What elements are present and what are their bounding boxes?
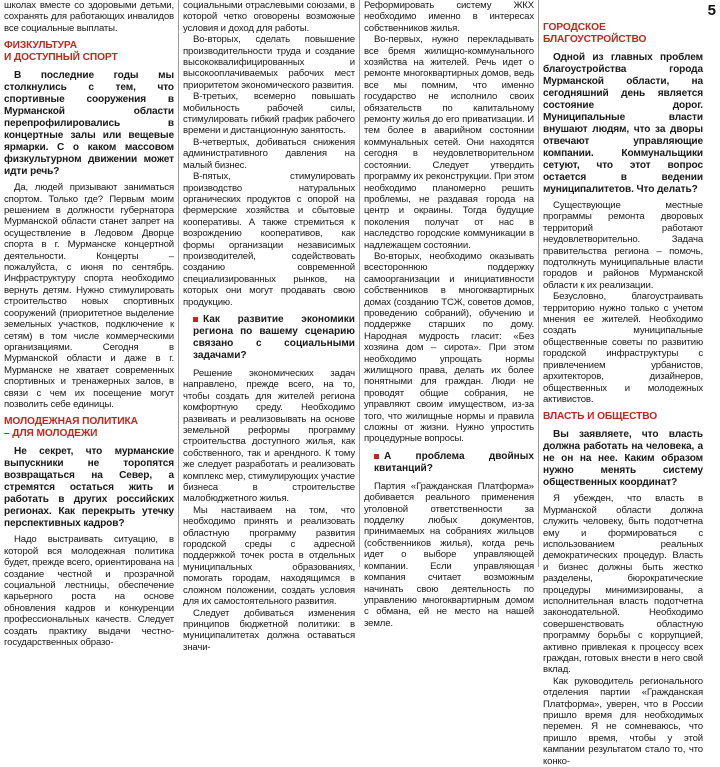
article-paragraph: Я убежден, что власть в Мурманской области должна служить человеку, быть подотчетна ему и формироваться с использованием реальных демократических процедур. Власть и бизнес должны быть жестко разделены, бюрократические процедуры минимизированы, а исполнительная власть подотчетна законодательной. Необходимо совершенствовать областную программу борьбы с коррупцией, активно привлекая к процессу всех граждан, готовых внести в него свой вклад. — [543, 493, 703, 676]
article-paragraph: Существующие местные программы ремонта дворовых территорий работают неудовлетворительно. Задача правительства региона – помочь, подтолкнуть муниципальные власти городов и районов Мурманской области к их реализации. — [543, 200, 703, 291]
article-paragraph: Реформировать систему ЖКХ необходимо именно в интересах собственников жилья. — [364, 0, 534, 34]
article-paragraph: Решение экономических задач направлено, прежде всего, на то, чтобы создать для жителей региона комфортную среду. Необходимо развивать и реализовывать на основе земельной реформы программу строительства доступного жилья, как собственного, так и арендного. К тому же следует разработать и реализовать комплекс мер, стимулирующих участие бизнеса в строительстве малобюджетного жилья. — [183, 367, 355, 505]
article-paragraph: социальными отраслевыми союзами, в которой четко оговорены возможные условия и доход для работы. — [183, 0, 355, 34]
section-heading — [4, 416, 174, 440]
column-2 — [183, 0, 355, 653]
column-1 — [4, 0, 174, 648]
section-heading-line: ФИЗКУЛЬТУРА — [4, 40, 77, 52]
article-paragraph: Как руководитель регионального отделения партии «Гражданская Платформа», уверен, что в России пришло время для необходимых перемен. Я не сомневаюсь, что пришло время, чтобы у этой кампании результатом стало то, что конко- — [543, 675, 703, 767]
interview-question: Одной из главных проблем благоустройства города Мурманской области, на сегодняшний день является состояние дорог. Муниципальные власти внушают людям, что за дворы отвечают управляющие компании. Коммунальщики сетуют, что этот вопрос остается в ведении муниципалитетов. Что делать? — [543, 52, 703, 195]
column-divider — [538, 0, 539, 567]
section-heading — [543, 411, 703, 423]
article-paragraph: Во-первых, нужно перекладывать все бремя жилищно-коммунального хозяйства на жителей. Речь идет о ремонте многоквартирных домов, ведь все мы помним, что именно государство не исполнило своих обязательств по капитальному ремонту жилья до его приватизации. И тем более в аварийном состоянии коммунальных сетей. Они находятся сегодня в неудовлетворительном состоянии. Следует утвердить программу их реконструкции. При этом необходимо планомерно решить проблемы, не раздавая города на центр и окраины. Тогда будущие поколения получат от нас в наследство городские коммуникации в надлежащем состоянии. — [364, 34, 534, 251]
section-heading-line: МОЛОДЕЖНАЯ ПОЛИТИКА — [4, 416, 138, 428]
section-heading — [4, 40, 174, 64]
section-heading-line: – ДЛЯ МОЛОДЕЖИ — [4, 428, 98, 440]
article-paragraph: Следует добиваться изменения принципов бюджетной политики: в муниципалитетах должна оставаться значи- — [183, 607, 355, 653]
article-paragraph: В-четвертых, добиваться снижения административного давления на малый бизнес. — [183, 136, 355, 171]
interview-question: В последние годы мы столкнулись с тем, что спортивные сооружения в Мурманской области перепрофилировались в концертные залы или вещевые ярмарки. С о каком массовом физкультурном движении может идти речь? — [4, 70, 174, 178]
article-paragraph: Мы настаиваем на том, что необходимо принять и реализовать областную программу развития городской среды с адресной поддержкой точек роста в отдельных муниципальных образованиях, помогать городам, находящимся в сложном положении, создать условия для их самостоятельного развития. — [183, 504, 355, 608]
interview-question: Вы заявляете, что власть должна работать на человека, а не он на нее. Каким образом нужно менять систему общественных координат? — [543, 429, 703, 489]
article-paragraph: Надо выстраивать ситуацию, в которой вся молодежная политика будет, прежде всего, ориентирована на создание честной и прозрачной социальной лестницы, обеспечение карьерного роста на основе обновления кадров и конкуренции профессиональных качеств. Следует создать практику выдачи честно-государственных образо- — [4, 534, 174, 648]
article-paragraph: В-третьих, всемерно повышать мобильность рабочей силы, стимулировать гибкий график рабочего времени и дистанционную занятость. — [183, 91, 355, 137]
column-divider — [359, 0, 360, 567]
interview-question — [183, 314, 355, 362]
column-3 — [364, 0, 534, 629]
article-paragraph: Партия «Гражданская Платформа» добивается реального применения уголовной ответственности за подделку любых документов, принимаемых на собраниях жильцов (собственников жилья), когда речь идет о выборе управляющей компании. Если управляющая компания считает возможным начинать свою деятельность по управлению многоквартирным домом с обмана, ей не место на нашей земле. — [364, 480, 534, 629]
interview-question-text: А проблема двойных квитанций? — [374, 450, 534, 474]
column-divider — [178, 0, 179, 567]
article-paragraph: В-пятых, стимулировать производство натуральных органических продуктов с опорой на фермерские хозяйства и сбытовые кооперативы. А также стремиться к возрождению кооперативов, как формы организации независимых производителей, содействовать созданию современной специализированных рынков, на которых они могут продавать свою продукцию. — [183, 171, 355, 308]
page-number: 5 — [707, 2, 716, 19]
section-heading-line: ВЛАСТЬ И ОБЩЕСТВО — [543, 411, 658, 423]
column-4 — [543, 0, 703, 767]
article-paragraph: Во-вторых, сделать повышение производительности труда и создание высококвалифицированных и высокооплачиваемых рабочих мест приоритетом экономического развития. — [183, 34, 355, 91]
interview-question-text: Как развитие экономики региона по вашему сценарию связано с социальными задачами? — [193, 313, 355, 361]
interview-question — [364, 451, 534, 475]
article-paragraph: Безусловно, благоустраивать территорию нужно только с учетом мнения ее жителей. Необходимо создать муниципальные общественные советы по развитию городской инфраструктуры с привлечением урбанистов, архитекторов, дизайнеров, общественных и молодежных активистов. — [543, 291, 703, 405]
red-square-bullet-icon — [374, 454, 379, 459]
section-heading — [543, 22, 703, 46]
section-heading-line: ГОРОДСКОЕ БЛАГОУСТРОЙСТВО — [543, 22, 647, 45]
article-paragraph: Да, людей призывают заниматься спортом. Только где? Первым моим решением в должности губернатора Мурманской области станет запрет на осуществление в Ледовом Дворце спорта в г. Мурманске концертной деятельности. Концерты – пожалуйста, с июня по сентябрь. Инфраструктуру спорта необходимо вернуть детям. Нужно стимулировать строительство новых спортивных сооружений (приоритетное выделение земельных участков, подключение к сетям) в том числе коммерческими организациями. Сегодня в Мурманской области и даже в г. Мурманске не хватает современных спортивных и тренажерных залов, в связи с чем их посещение могут позволить себе единицы. — [4, 182, 174, 410]
section-heading-line: И ДОСТУПНЫЙ СПОРТ — [4, 52, 118, 64]
interview-question: Не секрет, что мурманские выпускники не торопятся возвращаться на Север, а стремятся остаться жить и работать в других российских регионах. Как перекрыть утечку перспективных кадров? — [4, 446, 174, 530]
article-paragraph: школах вместе со здоровыми детьми, сохранять для работающих инвалидов все социальные выплаты. — [4, 0, 174, 34]
red-square-bullet-icon — [193, 317, 198, 322]
article-paragraph: Во-вторых, необходимо оказывать всестороннюю поддержку самоорганизации и инициативности собственников в многоквартирных домах (созданию ТСЖ, советов домов, проведению собраний), обучению и поддержке старших по дому. Народная мудрость гласит: «Без хозяина дом – сирота». При этом необходимо упрощать нормы жилищного права, делать их более понятными для граждан. Люди не проводят общие собрания, не управляют своим имуществом, из-за того, что жилищные нормы и правила сложны от жизни. Нужно упростить процедурные вопросы. — [364, 250, 534, 445]
